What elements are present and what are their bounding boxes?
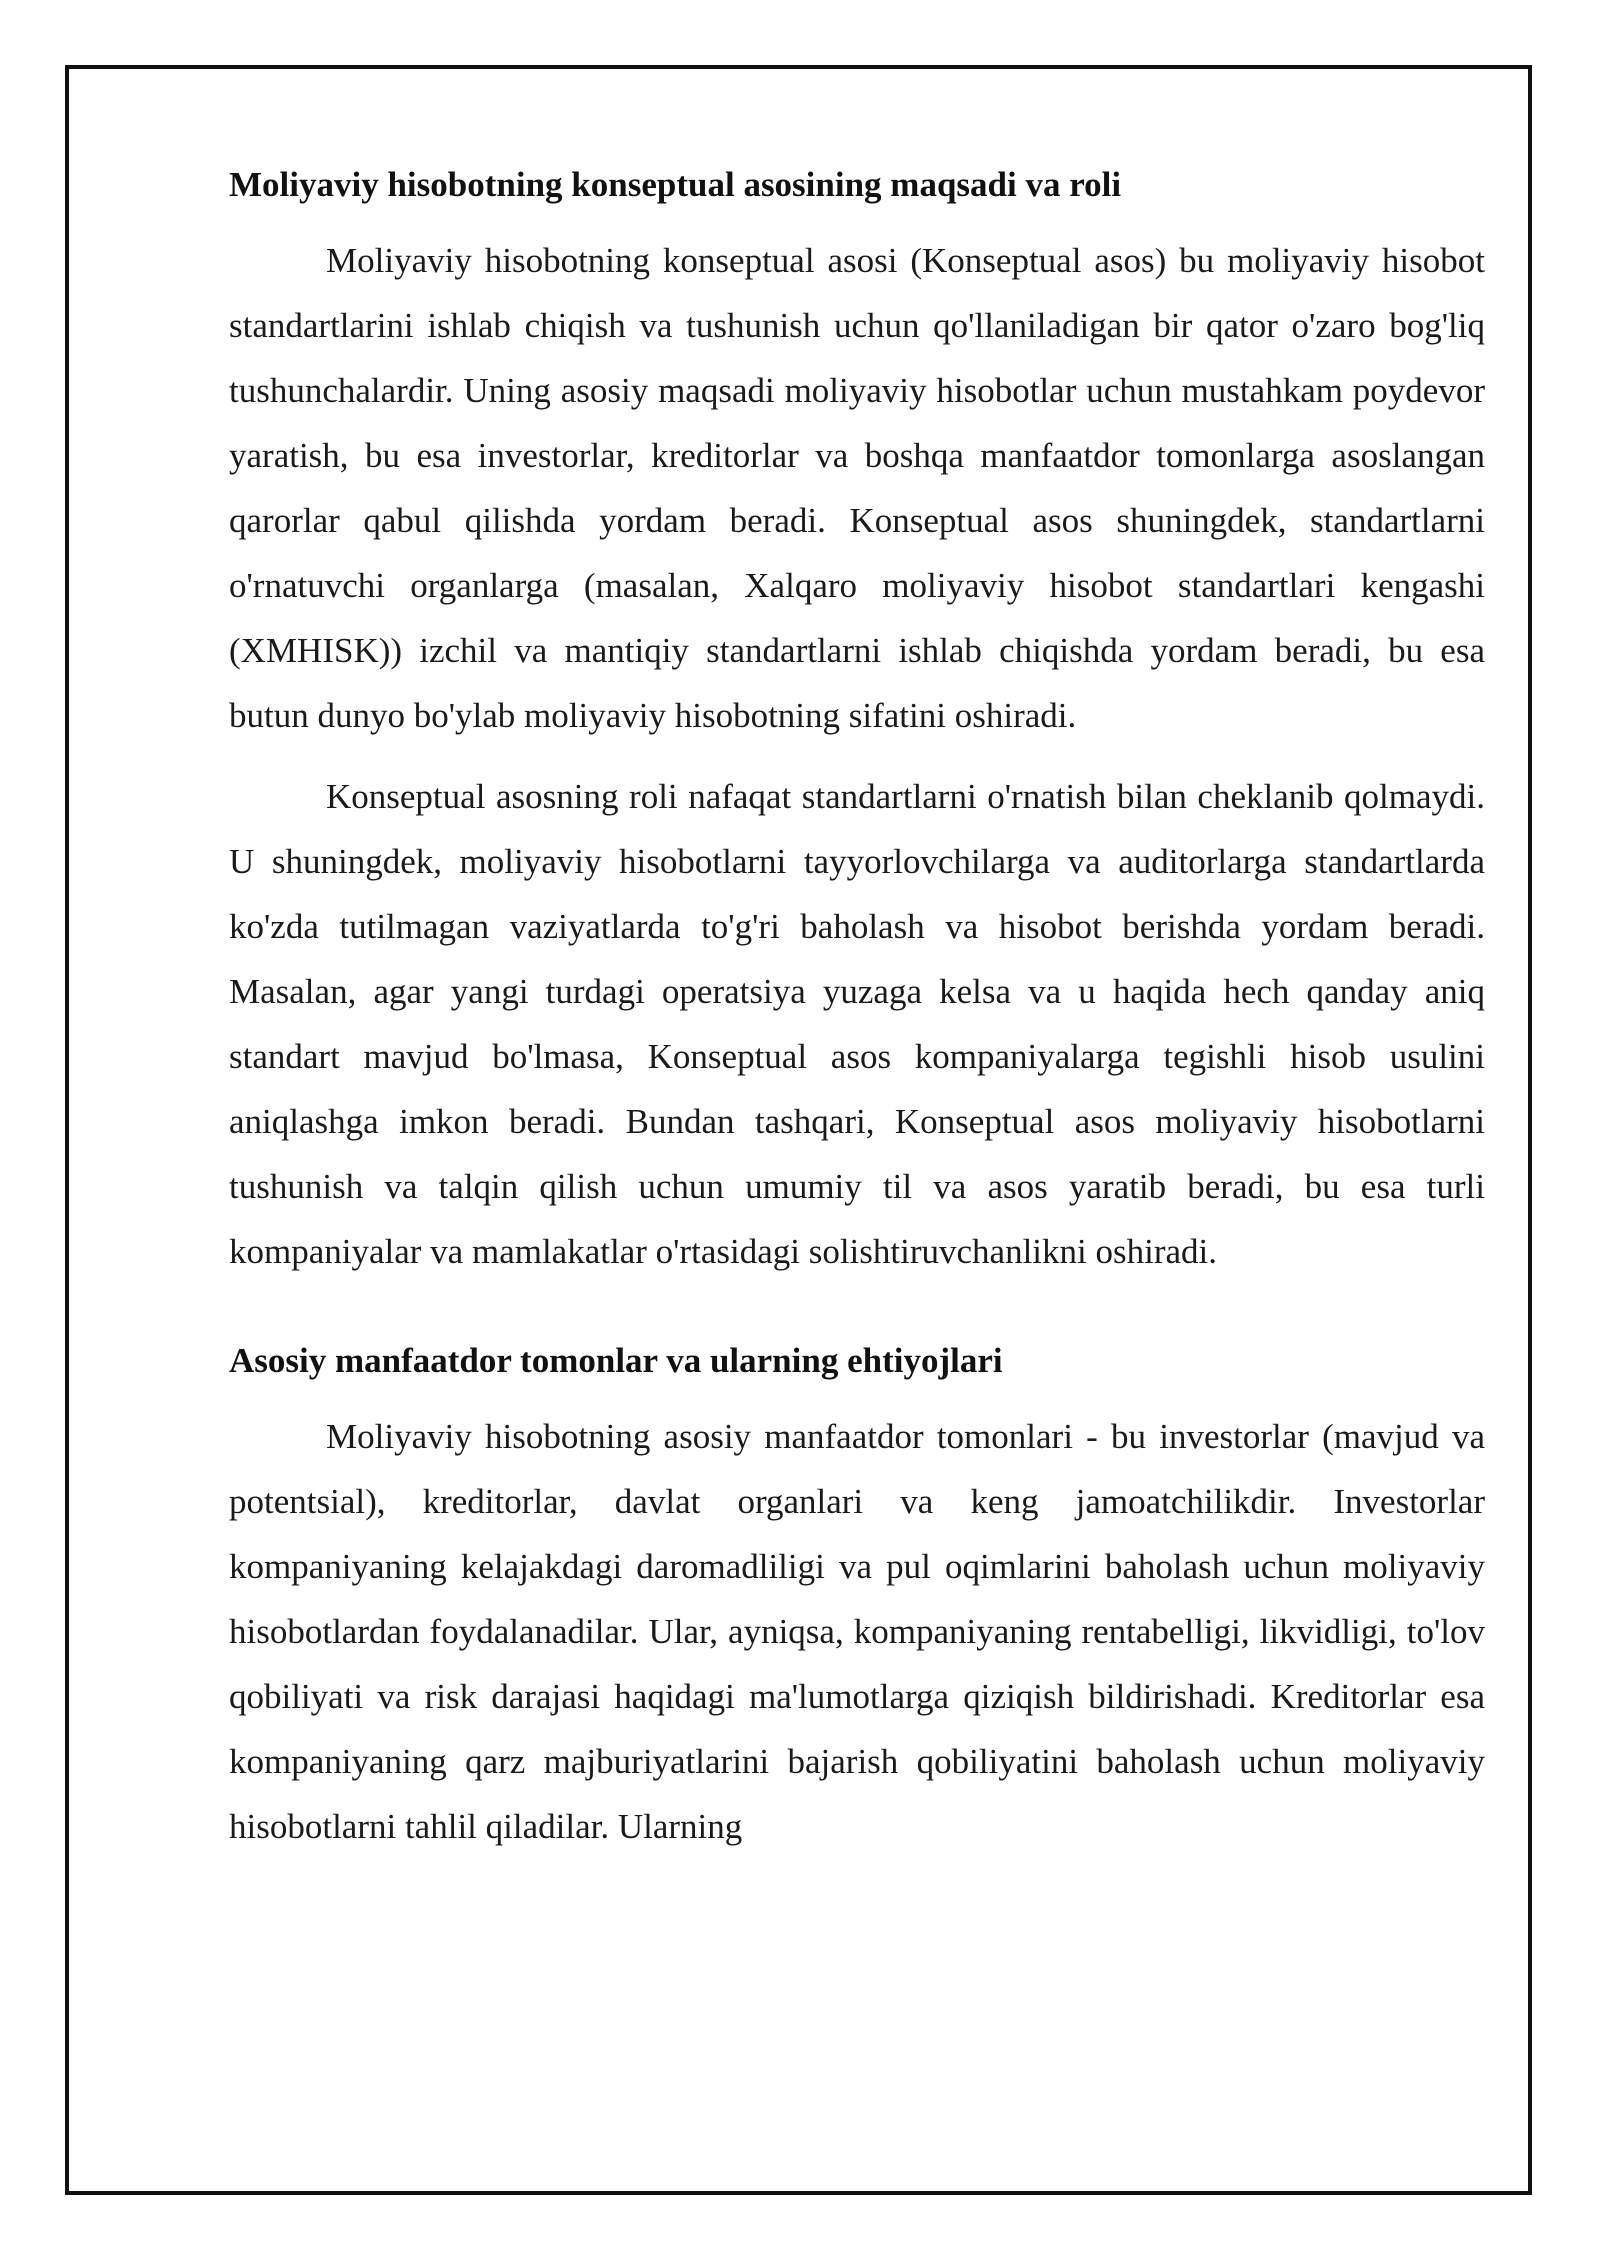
paragraph-purpose-1: Moliyaviy hisobotning konseptual asosi (Konseptual asos) bu moliyaviy hisobot standartlarini ishlab chiqish va tushunish uchun qo'llaniladigan bir qator o'zaro bog'liq tushunchalardir. Uning asosiy maqsadi moliyaviy hisobotlar uchun mustahkam poydevor yaratish, bu esa investorlar, kreditorlar va boshqa manfaatdor tomonlarga asoslangan qarorlar qabul qilishda yordam beradi. Konseptual asos shuningdek, standartlarni o'rnatuvchi organlarga (masalan, Xalqaro moliyaviy hisobot standartlari kengashi (XMHISK)) izchil va mantiqiy standartlarni ishlab chiqishda yordam beradi, bu esa butun dunyo bo'ylab moliyaviy hisobotning sifatini oshiradi. — [229, 241, 1485, 735]
paragraph-stakeholders-1: Moliyaviy hisobotning asosiy manfaatdor tomonlari - bu investorlar (mavjud va potentsial), kreditorlar, davlat organlari va keng jamoatchilikdir. Investorlar kompaniyaning kelajakdagi daromadliligi va pul oqimlarini baholash uchun moliyaviy hisobotlardan foydalanadilar. Ular, ayniqsa, kompaniyaning rentabelligi, likvidligi, to'lov qobiliyati va risk darajasi haqidagi ma'lumotlarga qiziqish bildirishadi. Kreditorlar esa kompaniyaning qarz majburiyatlarini bajarish qobiliyatini baholash uchun moliyaviy hisobotlarni tahlil qiladilar. Ularning — [229, 1417, 1485, 1846]
section-heading-stakeholders: Asosiy manfaatdor tomonlar va ularning ehtiyojlari — [229, 1341, 1003, 1380]
document-body — [229, 160, 1485, 1875]
paragraph-purpose-2: Konseptual asosning roli nafaqat standartlarni o'rnatish bilan cheklanib qolmaydi. U shuningdek, moliyaviy hisobotlarni tayyorlovchilarga va auditorlarga standartlarda ko'zda tutilmagan vaziyatlarda to'g'ri baholash va hisobot berishda yordam beradi. Masalan, agar yangi turdagi operatsiya yuzaga kelsa va u haqida hech qanday aniq standart mavjud bo'lmasa, Konseptual asos kompaniyalarga tegishli hisob usulini aniqlashga imkon beradi. Bundan tashqari, Konseptual asos moliyaviy hisobotlarni tushunish va talqin qilish uchun umumiy til va asos yaratib beradi, bu esa turli kompaniyalar va mamlakatlar o'rtasidagi solishtiruvchanlikni oshiradi. — [229, 777, 1485, 1271]
section-heading-purpose: Moliyaviy hisobotning konseptual asosining maqsadi va roli — [229, 165, 1122, 204]
